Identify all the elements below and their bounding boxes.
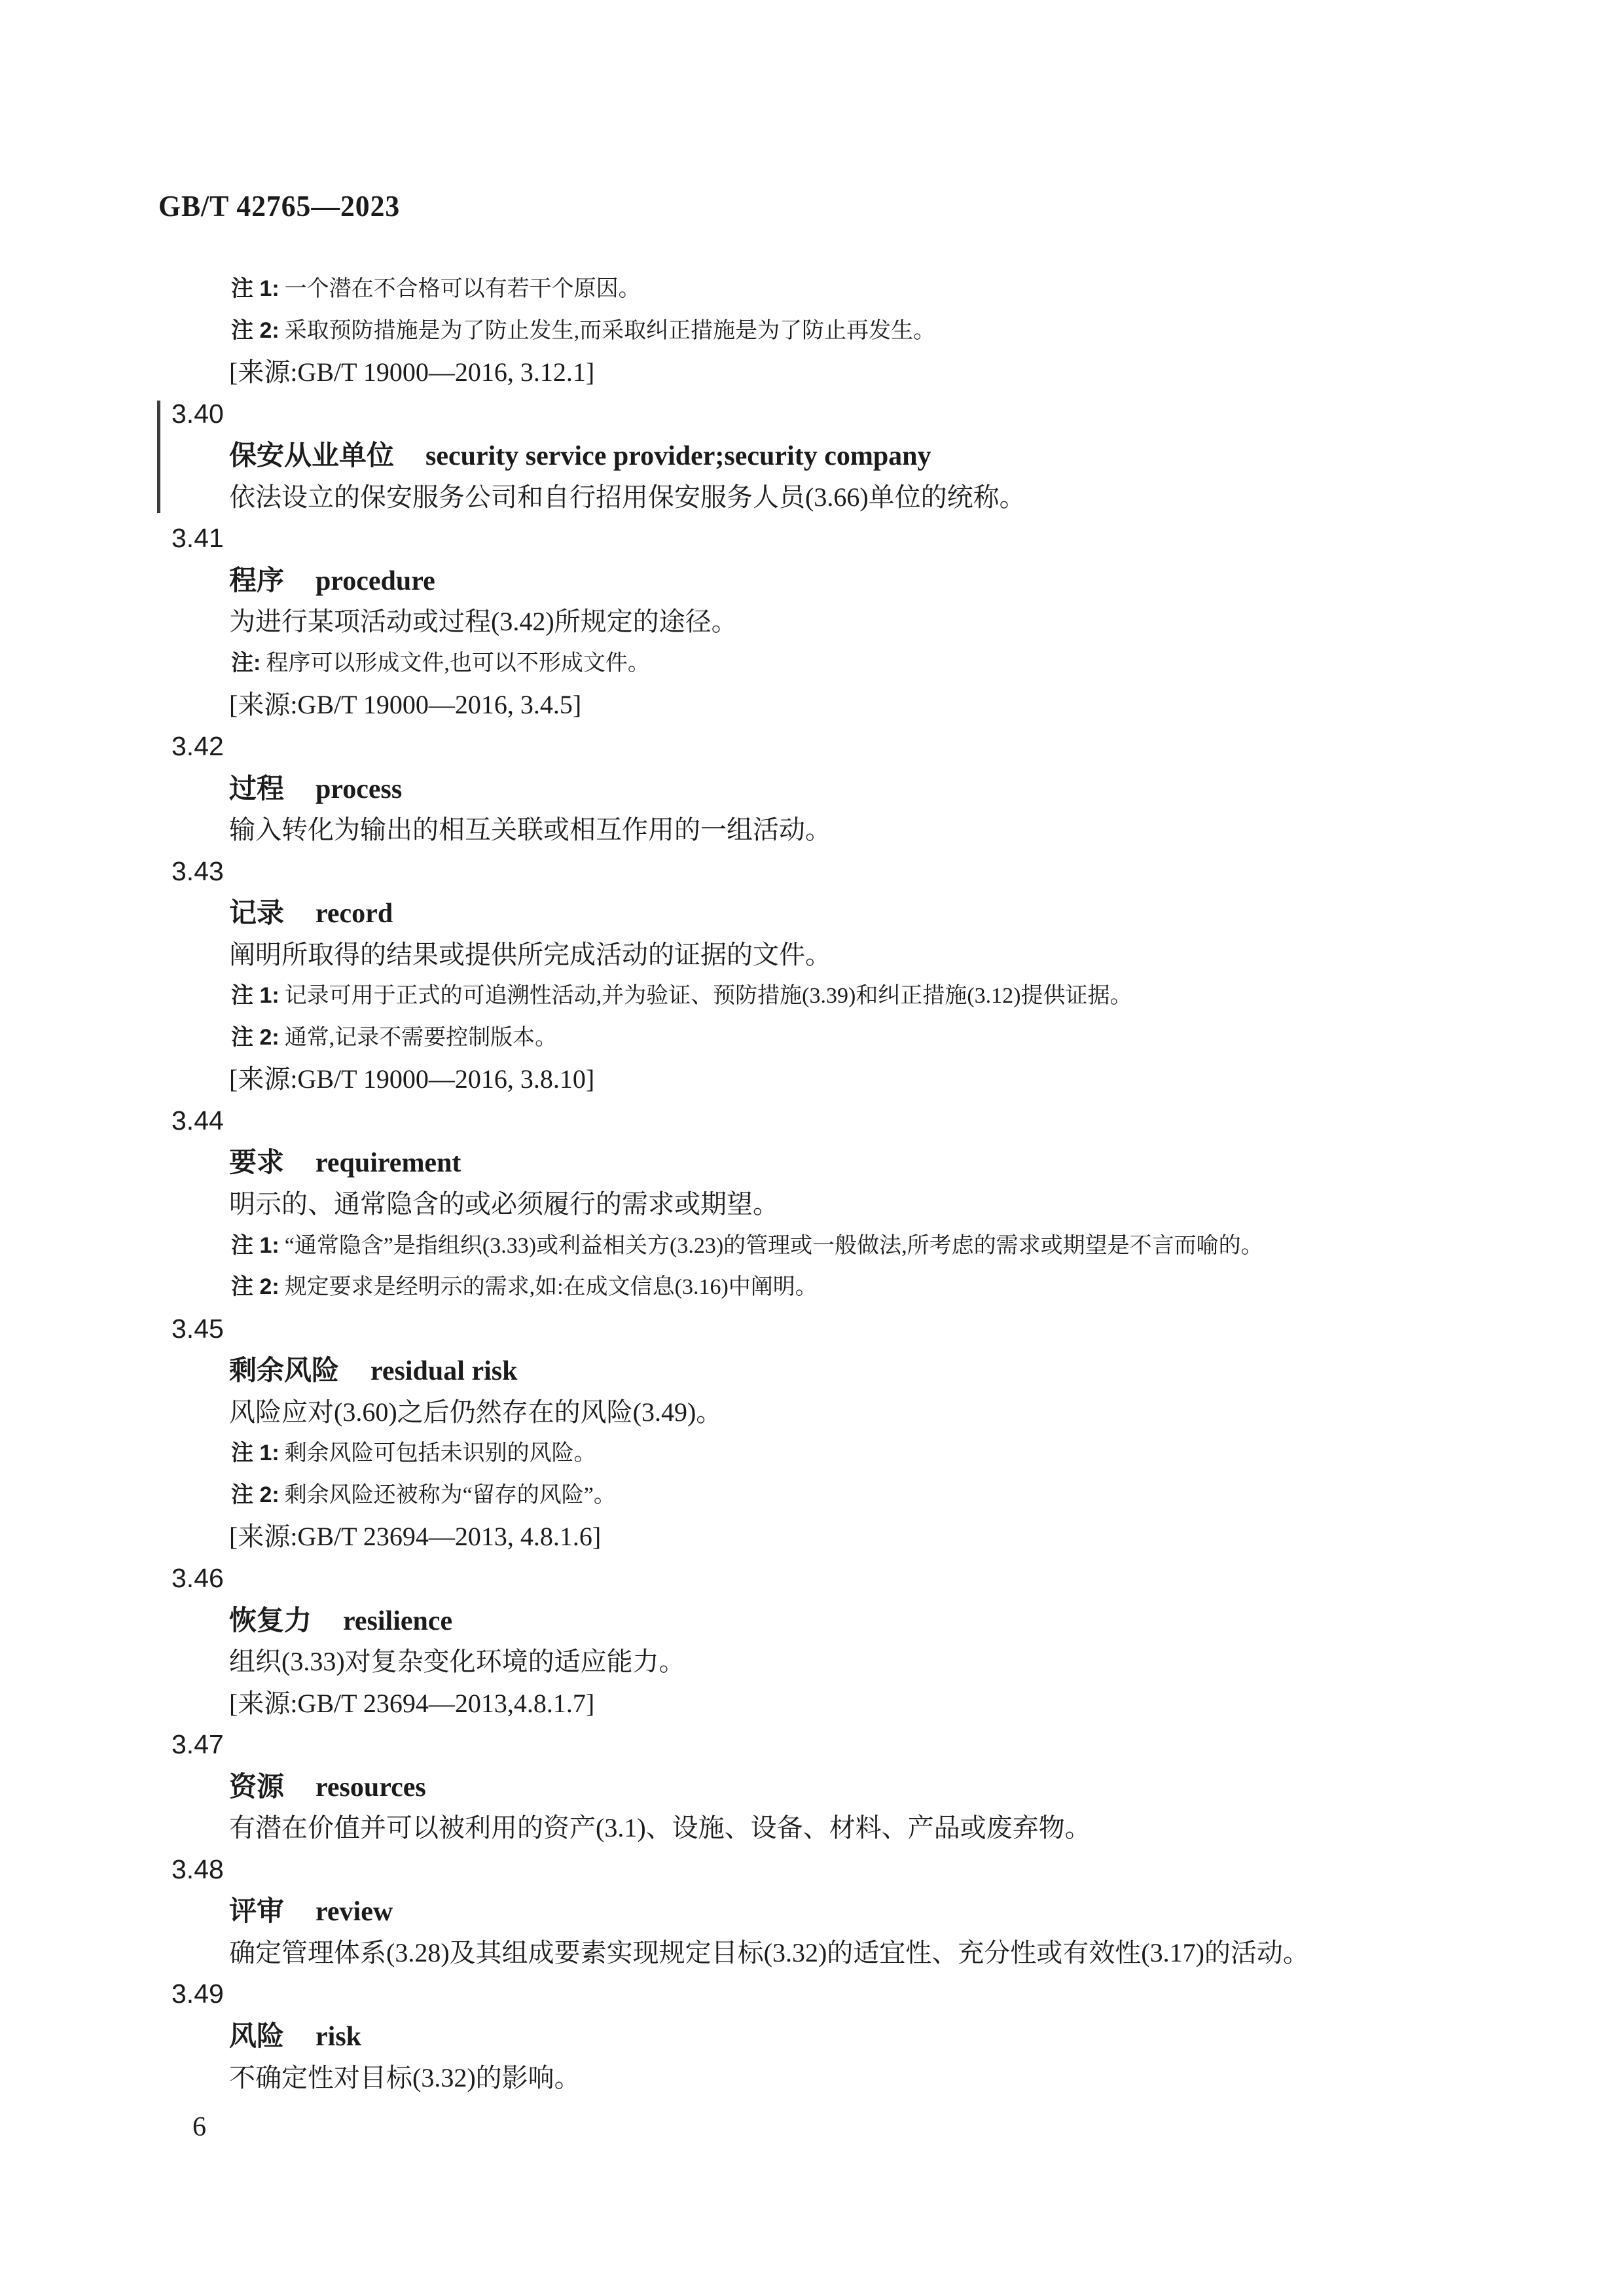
note-text: 采取预防措施是为了防止发生,而采取纠正措施是为了防止再发生。 bbox=[284, 318, 936, 343]
note-label: 注 2: bbox=[231, 1274, 280, 1300]
page-number: 6 bbox=[192, 2112, 206, 2142]
note-text: 记录可用于正式的可追溯性活动,并为验证、预防措施(3.39)和纠正措施(3.12)提供证据。 bbox=[284, 984, 1132, 1009]
definition: 不确定性对目标(3.32)的影响。 bbox=[229, 2062, 581, 2092]
term-zh: 程序 bbox=[229, 564, 285, 596]
term-line bbox=[0, 892, 1624, 934]
term-en: residual risk bbox=[370, 1356, 518, 1387]
term-zh: 资源 bbox=[229, 1770, 285, 1802]
section-number-3.49: 3.49 bbox=[171, 1979, 224, 2009]
section-number-3.41: 3.41 bbox=[171, 523, 224, 554]
definition: 为进行某项活动或过程(3.42)所规定的途径。 bbox=[229, 607, 738, 637]
note-line bbox=[0, 1017, 1624, 1059]
carryover-note-2 bbox=[0, 310, 1624, 352]
term-zh: 剩余风险 bbox=[229, 1355, 340, 1386]
note-text: 通常,记录不需要控制版本。 bbox=[284, 1025, 558, 1050]
doc-code-header: GB/T 42765—2023 bbox=[158, 189, 401, 223]
note-label: 注 1: bbox=[231, 1441, 280, 1466]
definition: 依法设立的保安服务公司和自行招用保安服务人员(3.66)单位的统称。 bbox=[229, 482, 1026, 512]
term-zh: 评审 bbox=[229, 1895, 285, 1927]
note-text: 一个潜在不合格可以有若干个原因。 bbox=[284, 277, 641, 301]
page-content bbox=[0, 268, 1624, 2098]
term-en: requirement bbox=[316, 1148, 461, 1179]
note-label: 注 2: bbox=[231, 1482, 280, 1507]
term-en: resilience bbox=[343, 1605, 453, 1636]
source-line: [来源:GB/T 23694—2013, 4.8.1.6] bbox=[229, 1522, 602, 1552]
note-line bbox=[0, 1475, 1624, 1516]
note-line bbox=[0, 1266, 1624, 1308]
definition: 风险应对(3.60)之后仍然存在的风险(3.49)。 bbox=[229, 1397, 723, 1427]
term-en: process bbox=[316, 774, 403, 804]
note-label: 注 2: bbox=[231, 317, 280, 343]
term-en: risk bbox=[316, 2021, 362, 2052]
section-number-3.40: 3.40 bbox=[171, 398, 224, 429]
section-number-3.44: 3.44 bbox=[171, 1105, 224, 1136]
section-number-3.46: 3.46 bbox=[171, 1562, 224, 1593]
note-text: 剩余风险还被称为“留存的风险”。 bbox=[284, 1482, 616, 1507]
definition: 阐明所取得的结果或提供所完成活动的证据的文件。 bbox=[229, 939, 831, 969]
note-label: 注 1: bbox=[231, 983, 280, 1009]
note-text: “通常隐含”是指组织(3.33)或利益相关方(3.23)的管理或一般做法,所考虑的需求或期望是不言而喻的。 bbox=[284, 1233, 1263, 1258]
section-number-3.42: 3.42 bbox=[171, 731, 224, 762]
definition: 明示的、通常隐含的或必须履行的需求或期望。 bbox=[229, 1189, 779, 1219]
source-line: [来源:GB/T 19000—2016, 3.8.10] bbox=[229, 1064, 595, 1094]
definition: 有潜在价值并可以被利用的资产(3.1)、设施、设备、材料、产品或废弃物。 bbox=[229, 1813, 1091, 1843]
term-line bbox=[0, 1141, 1624, 1183]
note-label: 注 1: bbox=[231, 1232, 280, 1258]
note-line bbox=[0, 1433, 1624, 1475]
term-zh: 保安从业单位 bbox=[229, 440, 395, 471]
note-label: 注 1: bbox=[231, 276, 280, 301]
term-en: review bbox=[316, 1897, 393, 1928]
term-line bbox=[0, 435, 1624, 476]
note-label: 注 2: bbox=[231, 1024, 280, 1050]
term-zh: 风险 bbox=[229, 2020, 285, 2051]
term-line bbox=[0, 1600, 1624, 1641]
carryover-source: [来源:GB/T 19000—2016, 3.12.1] bbox=[229, 357, 595, 387]
term-line bbox=[0, 560, 1624, 601]
term-en: resources bbox=[316, 1772, 426, 1803]
note-text: 剩余风险可包括未识别的风险。 bbox=[284, 1441, 596, 1466]
note-text: 规定要求是经明示的需求,如:在成文信息(3.16)中阐明。 bbox=[284, 1275, 818, 1300]
term-line bbox=[0, 2015, 1624, 2057]
term-zh: 恢复力 bbox=[229, 1604, 312, 1636]
definition: 输入转化为输出的相互关联或相互作用的一组活动。 bbox=[229, 815, 831, 845]
term-zh: 过程 bbox=[229, 772, 285, 804]
term-en: security service provider;security company bbox=[425, 441, 931, 472]
term-line bbox=[0, 1890, 1624, 1932]
section-number-3.43: 3.43 bbox=[171, 855, 224, 886]
definition: 确定管理体系(3.28)及其组成要素实现规定目标(3.32)的适宜性、充分性或有效性(3.17)的活动。 bbox=[229, 1937, 1309, 1967]
term-line bbox=[0, 1350, 1624, 1391]
note-label: 注: bbox=[231, 650, 261, 675]
section-number-3.48: 3.48 bbox=[171, 1854, 224, 1884]
term-zh: 记录 bbox=[229, 897, 285, 929]
section-number-3.47: 3.47 bbox=[171, 1729, 224, 1760]
note-text: 程序可以形成文件,也可以不形成文件。 bbox=[266, 651, 650, 675]
note-line bbox=[0, 643, 1624, 685]
term-line bbox=[0, 768, 1624, 810]
term-zh: 要求 bbox=[229, 1147, 285, 1178]
carryover-note-1 bbox=[0, 268, 1624, 310]
term-en: record bbox=[316, 899, 393, 929]
term-en: procedure bbox=[316, 565, 435, 596]
source-line: [来源:GB/T 19000—2016, 3.4.5] bbox=[229, 690, 582, 720]
note-line bbox=[0, 1225, 1624, 1267]
definition: 组织(3.33)对复杂变化环境的适应能力。 bbox=[229, 1647, 685, 1677]
source-line: [来源:GB/T 23694—2013,4.8.1.7] bbox=[229, 1688, 595, 1718]
section-number-3.45: 3.45 bbox=[171, 1313, 224, 1344]
note-line bbox=[0, 975, 1624, 1017]
term-line bbox=[0, 1766, 1624, 1808]
